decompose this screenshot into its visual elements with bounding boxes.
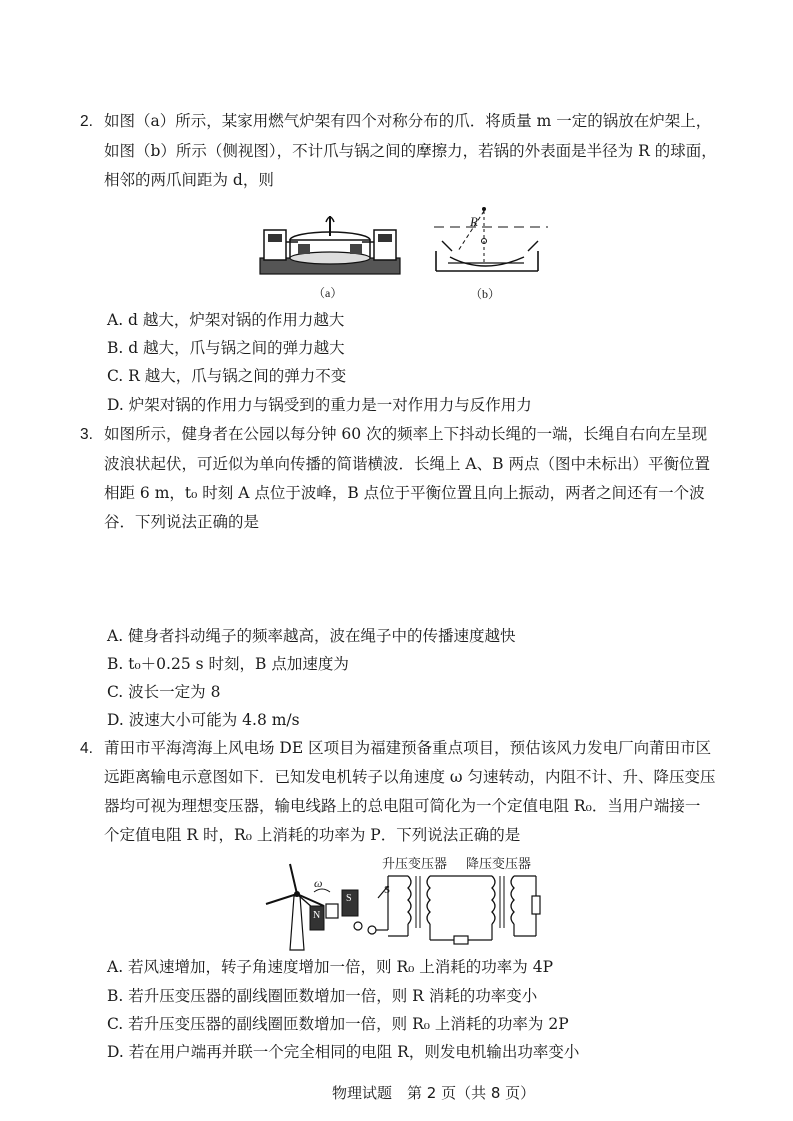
step-up-transformer-label: 升压变压器 <box>382 857 448 872</box>
figure-b-radius-label: R <box>470 214 478 229</box>
q3-text-line-4: 谷．下列说法正确的是 <box>104 513 260 531</box>
q4-option-a: A. 若风速增加，转子角速度增加一倍，则 R₀ 上消耗的功率为 4P <box>107 958 554 976</box>
q2-option-c: C. R 越大，爪与锅之间的弹力不变 <box>107 367 347 385</box>
omega-label: ω <box>314 876 323 890</box>
q4-text-line-4: 个定值电阻 R 时，R₀ 上消耗的功率为 P．下列说法正确的是 <box>104 826 521 844</box>
q4-number: 4. <box>80 740 93 757</box>
figure-b-caption: （b） <box>470 287 501 301</box>
q3-number: 3. <box>80 426 93 443</box>
q3-option-c: C. 波长一定为 8 <box>107 683 221 701</box>
q4-option-c: C. 若升压变压器的副线圈匝数增加一倍，则 R₀ 上消耗的功率为 2P <box>107 1015 569 1033</box>
q2-text-line-3: 相邻的两爪间距为 d，则 <box>104 171 274 189</box>
q2-number: 2. <box>80 113 93 130</box>
switch-label: S <box>384 884 391 896</box>
q4-text-line-3: 器均可视为理想变压器，输电线路上的总电阻可简化为一个定值电阻 R₀．当用户端接一 <box>104 797 701 815</box>
q4-option-b: B. 若升压变压器的副线圈匝数增加一倍，则 R 消耗的功率变小 <box>107 987 538 1005</box>
q2-text-line-1: 如图（a）所示，某家用燃气炉架有四个对称分布的爪．将质量 m 一定的锅放在炉架上， <box>104 112 712 130</box>
stove-figure-b <box>428 205 548 279</box>
page-footer: 物理试题 第 2 页（共 8 页） <box>332 1084 536 1102</box>
q3-option-b: B. t₀＋0.25 s 时刻，B 点加速度为 <box>107 655 349 673</box>
q3-text-line-3: 相距 6 m，t₀ 时刻 A 点位于波峰，B 点位于平衡位置且向上振动，两者之间还有一个波 <box>104 484 705 502</box>
q4-option-d: D. 若在用户端再并联一个完全相同的电阻 R，则发电机输出功率变小 <box>107 1043 580 1061</box>
magnet-s-label: S <box>346 893 352 904</box>
q2-option-a: A. d 越大，炉架对锅的作用力越大 <box>107 311 345 329</box>
stove-figure-a <box>258 212 404 278</box>
q3-text-line-2: 波浪状起伏，可近似为单向传播的简谐横波．长绳上 A、B 两点（图中未标出）平衡位置 <box>104 455 710 473</box>
figure-a-caption: （a） <box>313 286 343 300</box>
q4-text-line-2: 远距离输电示意图如下．已知发电机转子以角速度 ω 匀速转动，内阻不计、升、降压变压 <box>104 768 716 786</box>
q2-option-b: B. d 越大，爪与锅之间的弹力越大 <box>107 339 345 357</box>
power-transmission-diagram <box>262 860 552 952</box>
magnet-n-label: N <box>313 910 321 921</box>
q3-text-line-1: 如图所示，健身者在公园以每分钟 60 次的频率上下抖动长绳的一端，长绳自右向左呈现 <box>104 425 708 443</box>
q3-option-d: D. 波速大小可能为 4.8 m/s <box>107 711 300 729</box>
step-down-transformer-label: 降压变压器 <box>466 857 532 872</box>
q3-option-a: A. 健身者抖动绳子的频率越高，波在绳子中的传播速度越快 <box>107 627 516 645</box>
q2-option-d: D. 炉架对锅的作用力与锅受到的重力是一对作用力与反作用力 <box>107 396 532 414</box>
q2-text-line-2: 如图（b）所示（侧视图），不计爪与锅之间的摩擦力，若锅的外表面是半径为 R 的球面， <box>104 142 717 160</box>
q4-text-line-1: 莆田市平海湾海上风电场 DE 区项目为福建预备重点项目，预估该风力发电厂向莆田市区 <box>104 739 712 757</box>
